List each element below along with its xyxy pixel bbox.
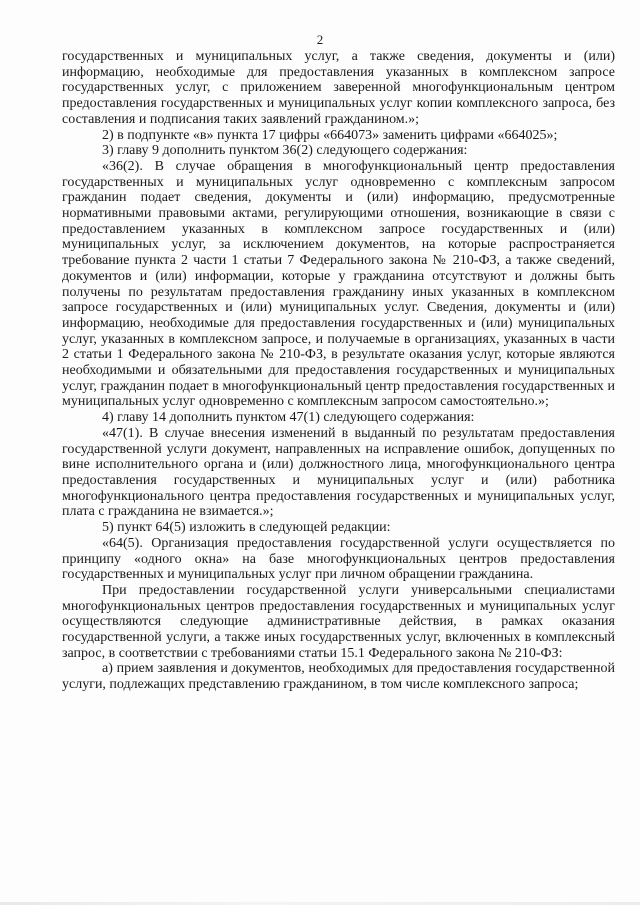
page-number: 2 [316, 32, 324, 47]
paragraph: «47(1). В случае внесения изменений в выданный по результатам предоставления государственной услуги документ, направленных на исправление ошибок, допущенных по вине исполнительного органа и (или) должностного лица, многофункционального центра предоставления государственных и муниципальных услуг и (или) работника многофункционального центра предоставления государственных и муниципальных услуг, плата с гражданина не взимается.»; [62, 425, 615, 520]
paragraph: 3) главу 9 дополнить пунктом 36(2) следующего содержания: [102, 143, 468, 159]
paragraph: 2) в подпункте «в» пункта 17 цифры «664073» заменить цифрами «664025»; [102, 127, 558, 143]
paragraph: «64(5). Организация предоставления государственной услуги осуществляется по принципу «одного окна» на базе многофункциональных центров предоставления государственных и муниципальных услуг при личном обращении гражданина. [62, 535, 615, 583]
paragraph: государственных и муниципальных услуг, а также сведения, документы и (или) информацию, необходимые для предоставления указанных в комплексном запросе государственных услуг, с приложением заверенной многофункциональным центром предоставления государственных и муниципальных услуг копии комплексного запроса, без составления и подписания таких заявлений гражданином.»; [62, 49, 615, 127]
paragraph: а) прием заявления и документов, необходимых для предоставления государственной услуги, подлежащих представлению гражданином, в том числе комплексного запроса; [62, 661, 615, 693]
paragraph: 4) главу 14 дополнить пунктом 47(1) следующего содержания: [102, 410, 475, 426]
paragraph: 5) пункт 64(5) изложить в следующей редакции: [102, 520, 391, 536]
document-body [62, 49, 615, 693]
paragraph: При предоставлении государственной услуги универсальными специалистами многофункциональных центров предоставления государственных и муниципальных услуг осуществляются следующие административные действия, в рамках оказания государственной услуги, а также иных государственных услуг, включенных в комплексный запрос, в соответствии с требованиями статьи 15.1 Федерального закона № 210-ФЗ: [62, 582, 615, 661]
paragraph: «36(2). В случае обращения в многофункциональный центр предоставления государственных и муниципальных услуг одновременно с комплексным запросом гражданин подает сведения, документы и (или) информацию, предусмотренные нормативными правовыми актами, регулирующими отношения, возникающие в связи с предоставлением указанных в комплексном запросе государственных и (или) муниципальных услуг, за исключением документов, на которые распространяется требование пункта 2 части 1 статьи 7 Федерального закона № 210-ФЗ, а также сведений, документов и (или) информации, которые у гражданина отсутствуют и должны быть получены по результатам предоставления гражданину иных указанных в комплексном запросе государственных и (или) муниципальных услуг. Сведения, документы и (или) информацию, необходимые для предоставления государственных и (или) муниципальных услуг, указанных в комплексном запросе, и получаемые в организациях, указанных в части 2 статьи 1 Федерального закона № 210-ФЗ, в результате оказания услуг, которые являются необходимыми и обязательными для предоставления государственных и муниципальных услуг, гражданин подает в многофункциональный центр предоставления государственных и муниципальных услуг одновременно с комплексным запросом самостоятельно.»; [62, 158, 615, 410]
